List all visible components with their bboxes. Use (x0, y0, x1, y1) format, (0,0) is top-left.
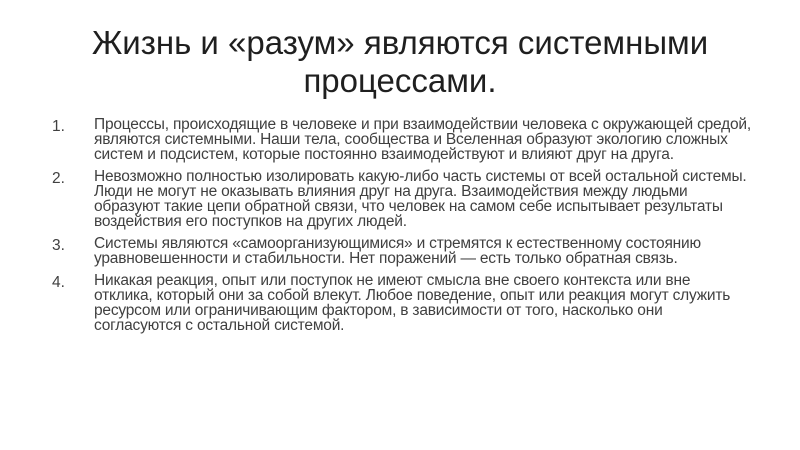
list-item-text: Невозможно полностью изолировать какую-либо часть системы от всей остальной системы. Люди не могут не оказывать влияния друг на друга. Взаимодействия между людьми образуют такие цепи обратной связи, что человек на самом себе испытывает результаты воздействия его поступков на других людей. (94, 168, 747, 230)
list-item-text: Процессы, происходящие в человеке и при взаимодействии человека с окружающей средой, являются системными. Наши тела, сообщества и Вселенная образуют экологию сложных систем и подсистем, которые постоянно взаимодействуют и влияют друг на друга. (94, 116, 751, 163)
slide-title: Жизнь и «разум» являются системными процессами. (91, 24, 709, 99)
list-item-number: 3. (52, 237, 65, 254)
list-item (52, 273, 752, 333)
list-item (52, 117, 752, 162)
list-item-text: Никакая реакция, опыт или поступок не имеют смысла вне своего контекста или вне отклика, который они за собой влекут. Любое поведение, опыт или реакция могут служить ресурсом или ограничивающим фактором, в зависимости от того, насколько они согласуются с остальной системой. (94, 272, 731, 334)
point-list (52, 117, 752, 340)
list-item-number: 4. (52, 274, 65, 291)
list-item-number: 1. (52, 118, 65, 135)
list-item (52, 236, 752, 266)
list-item-text: Системы являются «самоорганизующимися» и стремятся к естественному состоянию уравновешенности и стабильности. Нет поражений — есть только обратная связь. (94, 235, 701, 267)
list-item-number: 2. (52, 170, 65, 187)
list-item (52, 169, 752, 229)
